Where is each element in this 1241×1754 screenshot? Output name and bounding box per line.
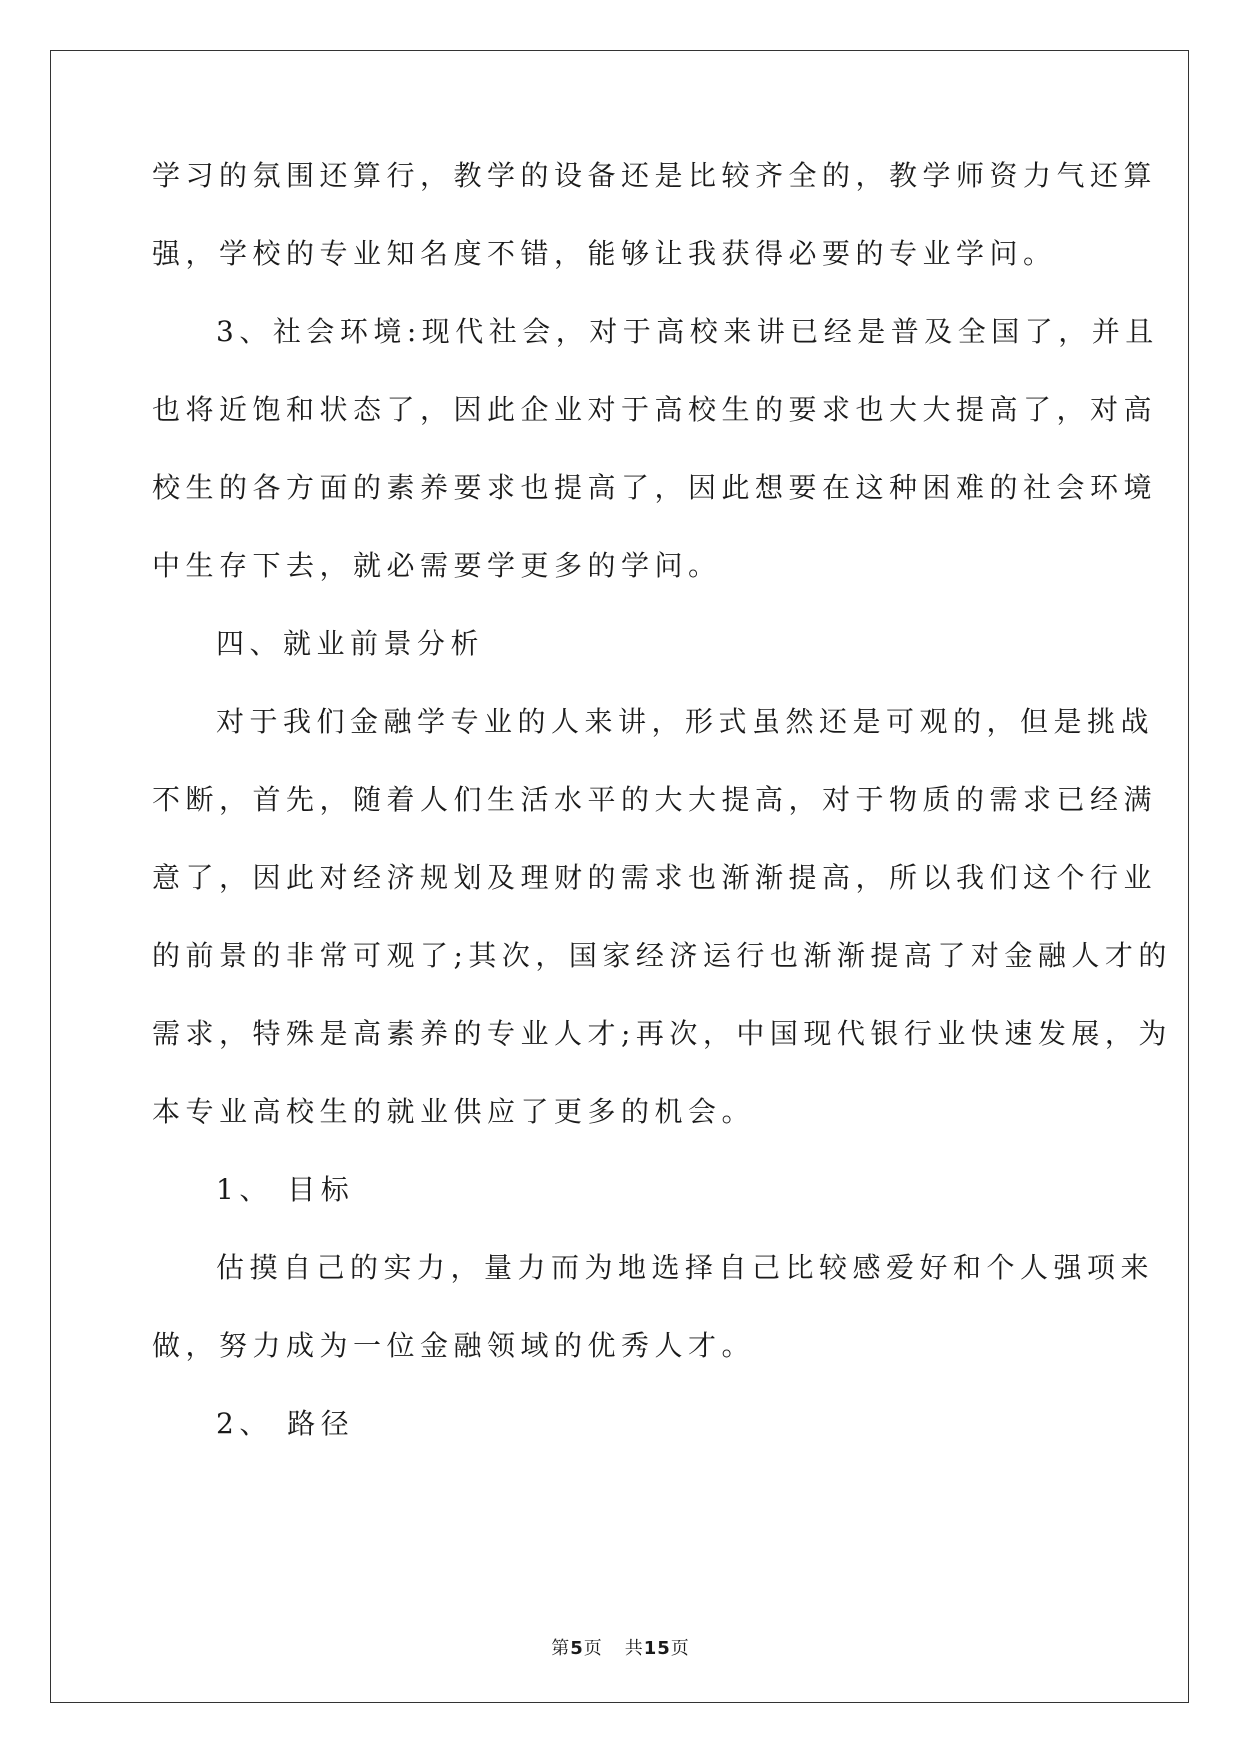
footer-page-number: 5	[570, 1638, 584, 1659]
footer-page-suffix: 页	[583, 1638, 603, 1659]
section-heading-employment: 四、就业前景分析	[216, 627, 485, 660]
page-footer	[0, 1634, 1241, 1660]
text-line-12: 需求，特殊是高素养的专业人才;再次，中国现代银行业快速发展，为	[152, 1017, 1172, 1050]
text-line-16: 做，努力成为一位金融领域的优秀人才。	[152, 1329, 756, 1362]
text-line-3: 3、社会环境:现代社会，对于高校来讲已经是普及全国了，并且	[216, 315, 1159, 348]
footer-total-prefix: 共	[624, 1638, 644, 1659]
text-line-4: 也将近饱和状态了，因此企业对于高校生的要求也大大提高了，对高	[152, 393, 1158, 426]
text-line-1: 学习的氛围还算行，教学的设备还是比较齐全的，教学师资力气还算	[152, 159, 1158, 192]
text-line-15: 估摸自己的实力，量力而为地选择自己比较感爱好和个人强项来	[216, 1251, 1155, 1284]
document-body	[152, 158, 1172, 1484]
text-line-6: 中生存下去，就必需要学更多的学问。	[152, 549, 722, 582]
subheading-goal: 1、 目标	[216, 1173, 355, 1206]
text-line-10: 意了，因此对经济规划及理财的需求也渐渐提高，所以我们这个行业	[152, 861, 1158, 894]
text-line-8: 对于我们金融学专业的人来讲，形式虽然还是可观的，但是挑战	[216, 705, 1155, 738]
footer-page-prefix: 第	[551, 1638, 571, 1659]
text-line-13: 本专业高校生的就业供应了更多的机会。	[152, 1095, 756, 1128]
text-line-9: 不断，首先，随着人们生活水平的大大提高，对于物质的需求已经满	[152, 783, 1158, 816]
footer-total-suffix: 页	[670, 1638, 690, 1659]
footer-total-number: 15	[643, 1638, 671, 1659]
text-line-5: 校生的各方面的素养要求也提高了，因此想要在这种困难的社会环境	[152, 471, 1158, 504]
text-line-2: 强，学校的专业知名度不错，能够让我获得必要的专业学问。	[152, 237, 1057, 270]
subheading-path: 2、 路径	[216, 1407, 355, 1440]
text-line-11: 的前景的非常可观了;其次，国家经济运行也渐渐提高了对金融人才的	[152, 939, 1172, 972]
